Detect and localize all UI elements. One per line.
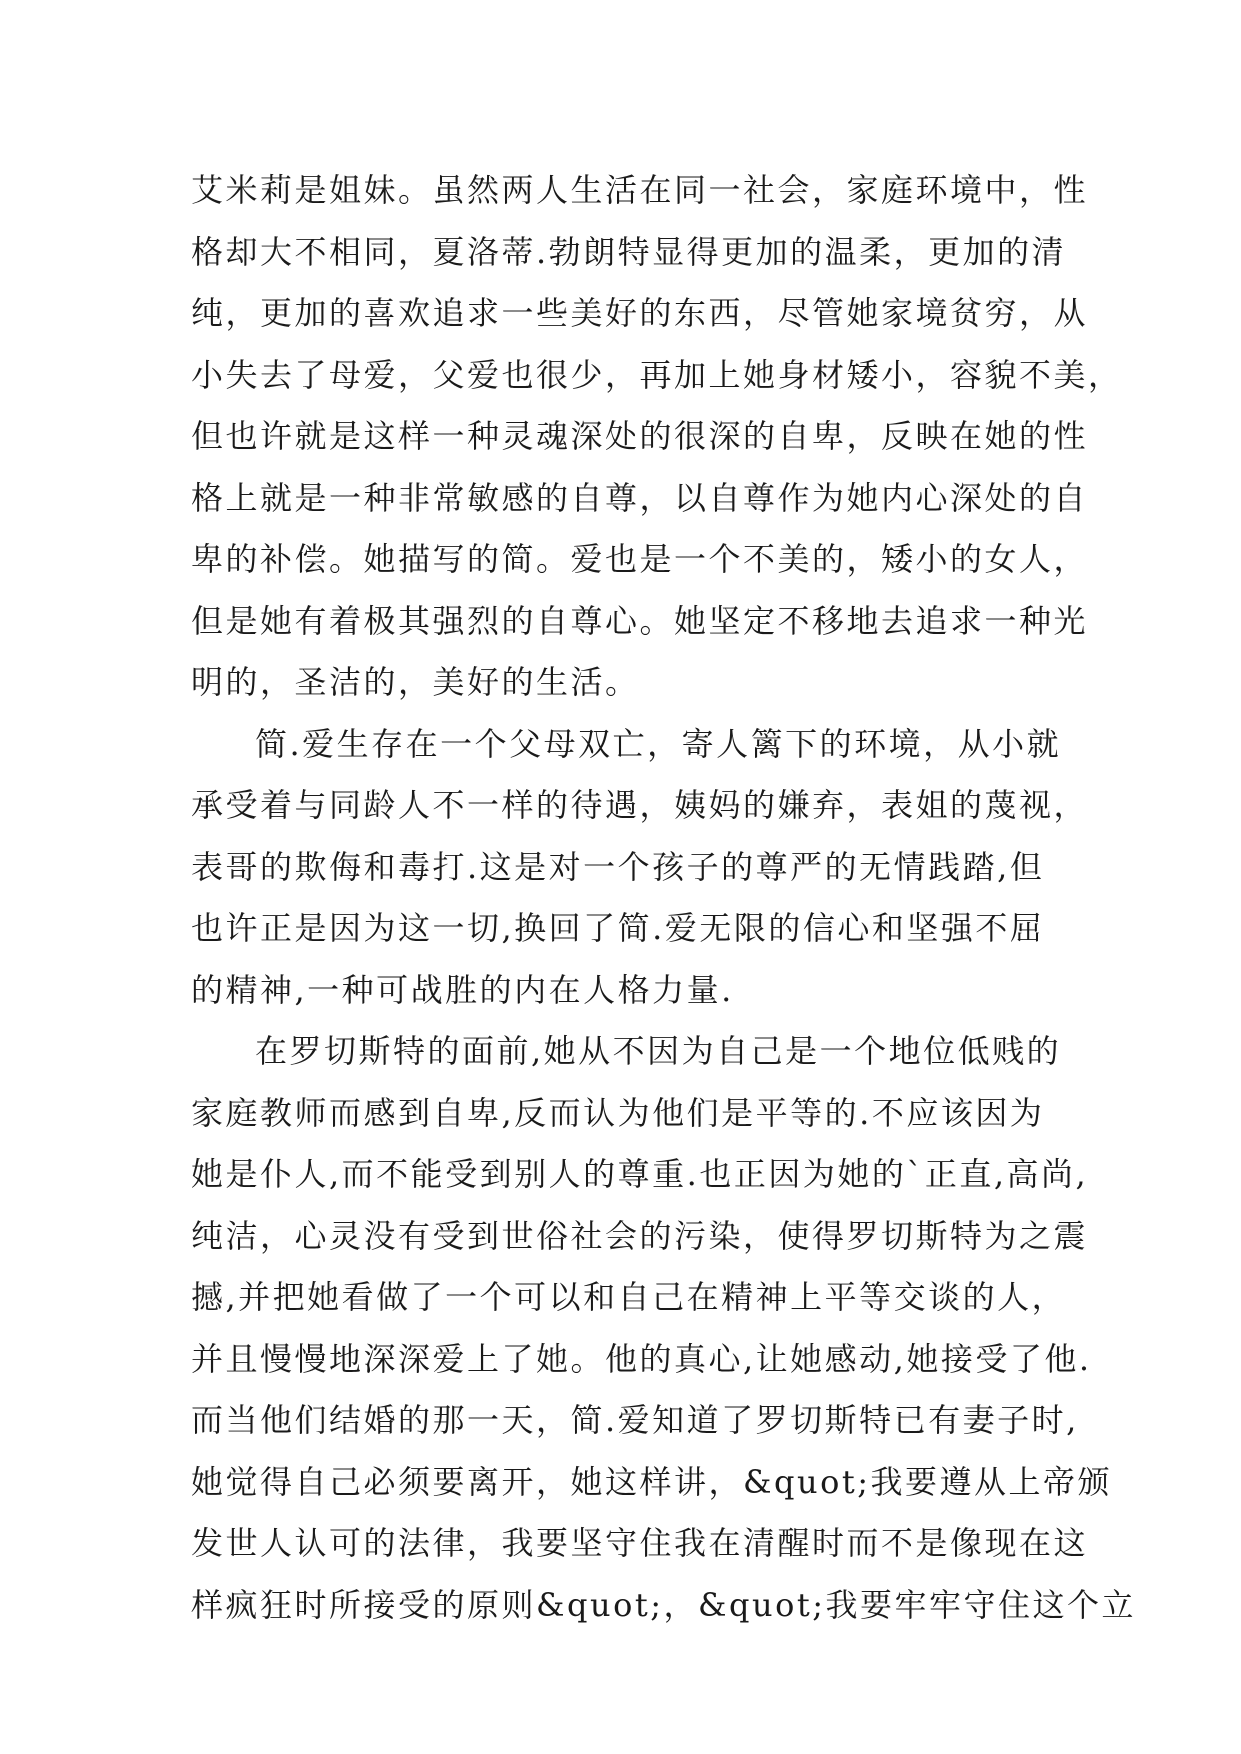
text-line: 承受着与同龄人不一样的待遇，姨妈的嫌弃，表姐的蔑视， (191, 786, 1089, 824)
text-line: 她觉得自己必须要离开，她这样讲，&quot;我要遵从上帝颁 (191, 1462, 1112, 1501)
body-text (191, 160, 1136, 1636)
text-line: 卑的补偿。她描写的简。爱也是一个不美的，矮小的女人， (191, 540, 1089, 578)
text-line: 她是仆人,而不能受到别人的尊重.也正因为她的`正直,高尚, (191, 1155, 1089, 1193)
text-line: 也许正是因为这一切,换回了简.爱无限的信心和坚强不屈 (191, 909, 1045, 947)
text-line: 艾米莉是姐妹。虽然两人生活在同一社会，家庭环境中，性 (191, 171, 1089, 209)
text-line: 纯洁，心灵没有受到世俗社会的污染，使得罗切斯特为之震 (191, 1216, 1089, 1255)
text-line: 样疯狂时所接受的原则&quot;，&quot;我要牢牢守住这个立 (191, 1585, 1136, 1624)
text-line: 格却大不相同，夏洛蒂.勃朗特显得更加的温柔，更加的清 (191, 232, 1067, 271)
text-line: 但也许就是这样一种灵魂深处的很深的自卑，反映在她的性 (191, 417, 1089, 455)
text-line: 而当他们结婚的那一天，简.爱知道了罗切斯特已有妻子时, (191, 1401, 1079, 1439)
text-line: 小失去了母爱，父爱也很少，再加上她身材矮小，容貌不美， (191, 355, 1123, 394)
text-line: 家庭教师而感到自卑,反而认为他们是平等的.不应该因为 (191, 1093, 1045, 1132)
text-line: 撼,并把她看做了一个可以和自己在精神上平等交谈的人， (191, 1278, 1067, 1316)
paragraph-first-line: 简.爱生存在一个父母双亡，寄人篱下的环境，从小就 (255, 724, 1062, 763)
paragraph-first-line: 在罗切斯特的面前,她从不因为自己是一个地位低贱的 (255, 1032, 1062, 1070)
text-line: 的精神,一种可战胜的内在人格力量. (191, 970, 734, 1009)
text-line: 发世人认可的法律，我要坚守住我在清醒时而不是像现在这 (191, 1524, 1089, 1562)
text-line: 明的，圣洁的，美好的生活。 (191, 663, 640, 701)
text-line: 格上就是一种非常敏感的自尊，以自尊作为她内心深处的自 (191, 478, 1089, 517)
text-line: 并且慢慢地深深爱上了她。他的真心,让她感动,她接受了他. (191, 1339, 1092, 1378)
text-line: 纯，更加的喜欢追求一些美好的东西，尽管她家境贫穷，从 (191, 294, 1089, 332)
text-line: 表哥的欺侮和毒打.这是对一个孩子的尊严的无情践踏,但 (191, 847, 1045, 886)
text-line: 但是她有着极其强烈的自尊心。她坚定不移地去追求一种光 (191, 601, 1089, 640)
